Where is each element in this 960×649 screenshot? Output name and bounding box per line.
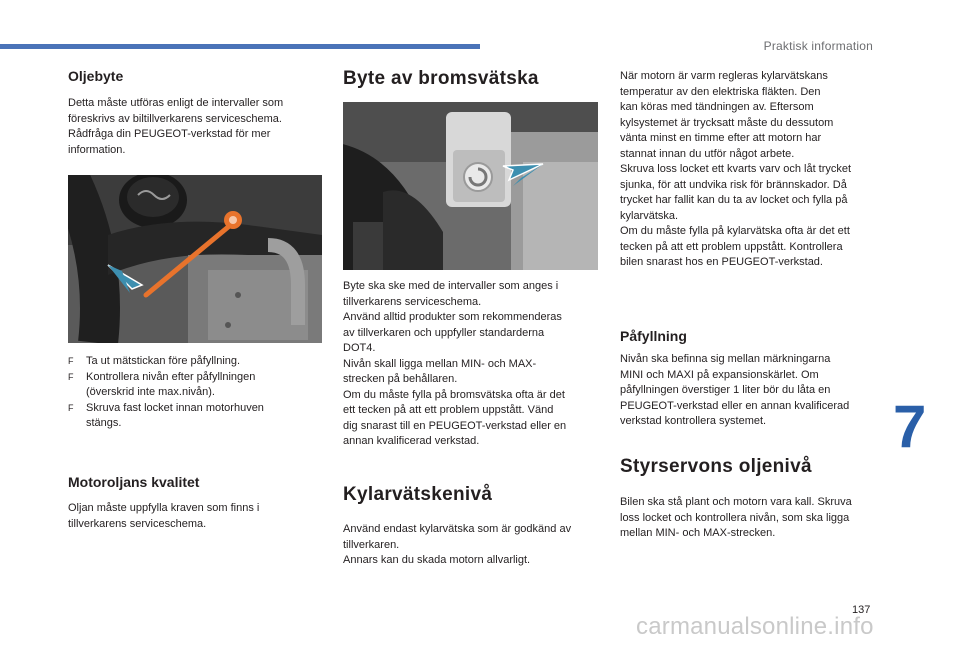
coolant-level-text: Använd endast kylarvätska som är godkänd av tillverkaren. Annars kan du skada motorn allvarligt. <box>343 523 572 566</box>
list-item <box>68 370 320 401</box>
chapter-number: 7 <box>893 393 927 460</box>
bullet-text: Skruva fast locket innan motorhuven stängs. <box>86 401 264 429</box>
list-item <box>68 401 320 432</box>
bullet-mark: F <box>68 371 74 382</box>
oil-quality-title: Motoroljans kvalitet <box>68 474 200 490</box>
bullet-text: Kontrollera nivån efter påfyllningen (överskrid inte max.nivån). <box>86 370 256 398</box>
oil-change-text: Detta måste utföras enligt de intervaller som föreskrivs av biltillverkarens serviceschema. Rådfråga din PEUGEOT-verkstad för mer information. <box>68 97 284 156</box>
oil-dipstick-photo <box>68 175 322 343</box>
header-accent-bar <box>0 44 480 49</box>
coolant-level-title: Kylarvätskenivå <box>343 484 493 505</box>
brake-fluid-text: Byte ska ske med de intervaller som anges i tillverkarens serviceschema. Använd alltid produkter som rekommenderas av tillverkaren och uppfyller standarderna DOT4. Nivån skall ligga mellan MIN- och MAX- strecken på behållaren. Om du måste fylla på bromsvätska ofta är det ett tecken på att ett problem uppstått. Vänd dig snarast till en PEUGEOT-verkstad eller en annan kvalificerad verkstad. <box>343 280 567 447</box>
oil-refill-steps <box>68 354 320 432</box>
page-number: 137 <box>852 604 871 616</box>
power-steering-text: Bilen ska stå plant och motorn vara kall. Skruva loss locket och kontrollera nivån, som ska ligga mellan MIN- och MAX-strecken. <box>620 496 852 539</box>
list-item <box>68 354 320 370</box>
oil-quality-text: Oljan måste uppfylla kraven som finns i tillverkarens serviceschema. <box>68 502 260 530</box>
oil-change-title: Oljebyte <box>68 68 124 84</box>
brake-fluid-title: Byte av bromsvätska <box>343 68 539 89</box>
bullet-mark: F <box>68 356 74 366</box>
section-header: Praktisk information <box>763 39 873 53</box>
engine-oil-illustration <box>68 175 322 343</box>
coolant-warning-text: När motorn är varm regleras kylarvätskans temperatur av den elektriska fläkten. Den kan köras med tändningen av. Eftersom kylsystemet är trycksatt måste du dessutom vänta minst en timme efter att motorn har stannat innan du utför något arbete. Skruva loss locket ett kvarts varv och låt trycket sjunka, för att undvika risk för brännskador. Då trycket har fallit kan du ta av locket och fylla på kylarvätska. Om du måste fylla på kylarvätska ofta är det ett tecken på att ett problem uppstått. Kontrollera bilen snarast hos en PEUGEOT-verkstad. <box>620 70 852 268</box>
watermark-text: carmanualsonline.info <box>636 613 874 640</box>
bullet-text: Ta ut mätstickan före påfyllning. <box>86 355 241 367</box>
brake-reservoir-illustration <box>343 102 598 270</box>
refill-title: Påfyllning <box>620 328 687 344</box>
brake-fluid-photo <box>343 102 598 270</box>
bullet-mark: F <box>68 402 74 413</box>
power-steering-title: Styrservons oljenivå <box>620 456 812 477</box>
refill-text: Nivån ska befinna sig mellan märkningarna MINI och MAXI på expansionskärlet. Om påfyllningen överstiger 1 liter bör du låta en PEUGEOT-verkstad eller en annan kvalificerad verkstad kontrollera systemet. <box>620 353 850 427</box>
